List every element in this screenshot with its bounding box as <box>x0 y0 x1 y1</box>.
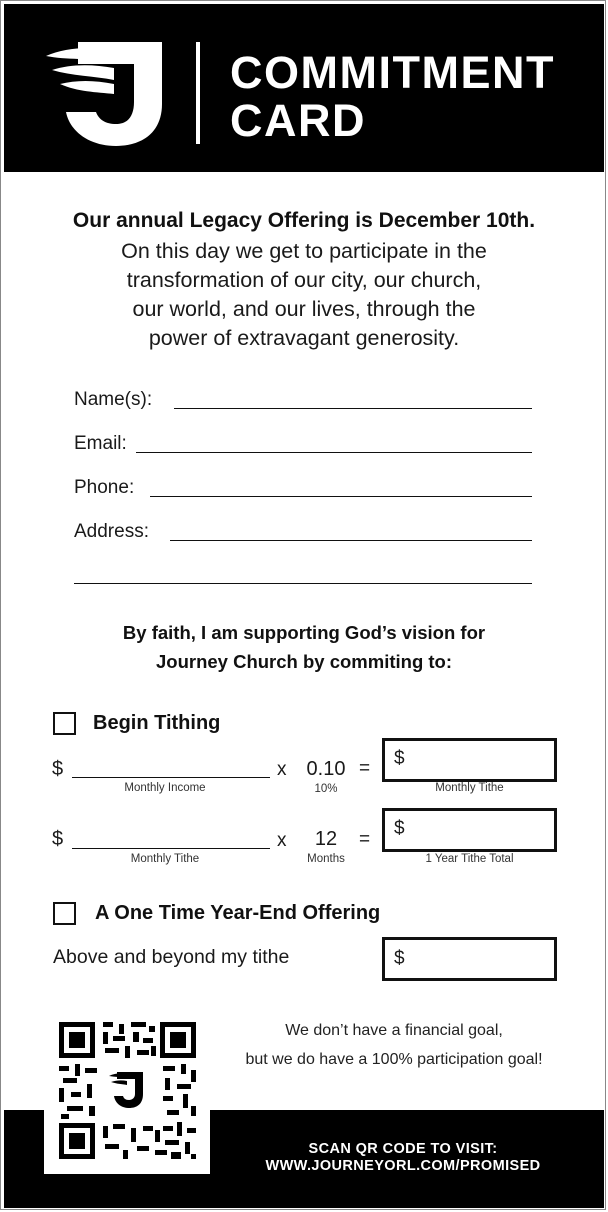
goal-line-2: but we do have a 100% participation goal! <box>245 1051 543 1068</box>
monthly-income-input[interactable] <box>72 777 270 778</box>
qr-code-panel <box>44 1010 210 1174</box>
currency-symbol: $ <box>394 948 405 969</box>
tithe-multiplier: 0.10 <box>306 758 346 780</box>
address-field-line-2[interactable] <box>74 583 532 584</box>
address-label: Address: <box>74 521 149 542</box>
pledge-line-2: Journey Church by commiting to: <box>155 651 453 672</box>
title-line-2: CARD <box>230 95 366 146</box>
intro-line: On this day we get to participate in the <box>121 239 487 263</box>
intro-line: transformation of our city, our church, <box>126 268 482 292</box>
equals-sign: = <box>359 758 371 779</box>
year-end-offering-checkbox[interactable] <box>53 902 76 925</box>
name-field[interactable] <box>174 408 532 409</box>
email-label: Email: <box>74 433 127 454</box>
header-divider <box>196 42 200 144</box>
equals-sign: = <box>359 829 371 850</box>
multiply-sign: x <box>277 759 287 780</box>
monthly-tithe-input[interactable] <box>382 738 557 782</box>
year-end-offering-input[interactable] <box>382 937 557 981</box>
phone-label: Phone: <box>74 477 135 498</box>
begin-tithing-label: Begin Tithing <box>93 712 221 734</box>
months-caption: Months <box>307 853 345 865</box>
above-beyond-label: Above and beyond my tithe <box>53 946 290 968</box>
qr-code-icon[interactable] <box>44 1010 210 1174</box>
intro-headline: Our annual Legacy Offering is December 10th. <box>72 209 536 232</box>
scan-url: WWW.JOURNEYORL.COM/PROMISED <box>265 1158 541 1174</box>
goal-line-1: We don’t have a financial goal, <box>285 1022 503 1039</box>
monthly-income-caption: Monthly Income <box>124 782 206 794</box>
year-tithe-total-caption: 1 Year Tithe Total <box>425 853 514 865</box>
monthly-tithe-total-input[interactable] <box>72 848 270 849</box>
intro-line: our world, and our lives, through the <box>132 297 476 321</box>
phone-field[interactable] <box>150 496 532 497</box>
months-multiplier: 12 <box>314 828 338 850</box>
address-field[interactable] <box>170 540 532 541</box>
monthly-tithe-row2-caption: Monthly Tithe <box>130 853 200 865</box>
intro-line: power of extravagant generosity. <box>148 326 460 350</box>
email-field[interactable] <box>136 452 532 453</box>
currency-symbol: $ <box>52 828 64 850</box>
monthly-tithe-caption: Monthly Tithe <box>435 782 504 794</box>
journey-logo-icon <box>44 38 168 150</box>
begin-tithing-checkbox[interactable] <box>53 712 76 735</box>
title-line-1: COMMITMENT <box>230 47 555 98</box>
scan-instruction: SCAN QR CODE TO VISIT: <box>308 1141 498 1157</box>
currency-symbol: $ <box>394 818 405 839</box>
currency-symbol: $ <box>394 748 405 769</box>
currency-symbol: $ <box>52 758 64 780</box>
multiply-sign: x <box>277 830 287 851</box>
year-end-offering-label: A One Time Year-End Offering <box>95 902 381 924</box>
year-tithe-total-input[interactable] <box>382 808 557 852</box>
pledge-line-1: By faith, I am supporting God’s vision for <box>122 622 486 643</box>
tithe-percent-caption: 10% <box>314 783 338 795</box>
name-label: Name(s): <box>74 389 153 410</box>
